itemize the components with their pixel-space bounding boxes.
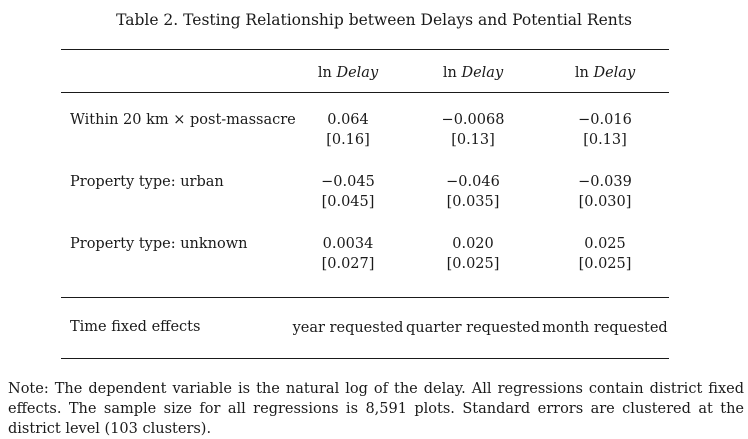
row1-coef-1: 0.064 xyxy=(327,112,369,128)
row3-se-2: [0.025] xyxy=(446,256,500,272)
row3-coef-3: 0.025 xyxy=(584,236,626,252)
row3-se-3: [0.025] xyxy=(578,256,632,272)
column-header-1-prefix: ln xyxy=(317,65,337,81)
table-caption: Table 2. Testing Relationship between Delays and Potential Rents xyxy=(116,11,632,29)
top-rule xyxy=(61,49,669,50)
row-label-property-urban: Property type: urban xyxy=(70,174,224,190)
row1-coef-2: −0.0068 xyxy=(441,112,505,128)
row-label-property-unknown: Property type: unknown xyxy=(70,236,248,252)
row2-se-2: [0.035] xyxy=(446,194,500,210)
column-header-2-prefix: ln xyxy=(442,65,462,81)
row1-se-1: [0.16] xyxy=(326,132,370,148)
row2-coef-1: −0.045 xyxy=(321,174,375,190)
mid-rule xyxy=(61,297,669,298)
column-header-3-var: Delay xyxy=(593,65,636,81)
row-label-time-fixed-effects: Time fixed effects xyxy=(70,319,201,335)
row3-se-1: [0.027] xyxy=(321,256,375,272)
row2-se-1: [0.045] xyxy=(321,194,375,210)
column-header-2-var: Delay xyxy=(461,65,504,81)
fe-value-3: month requested xyxy=(542,320,668,336)
row2-coef-2: −0.046 xyxy=(446,174,500,190)
row3-coef-1: 0.0034 xyxy=(322,236,374,252)
row1-coef-3: −0.016 xyxy=(578,112,632,128)
fe-value-2: quarter requested xyxy=(406,320,540,336)
bottom-rule xyxy=(61,358,669,359)
row3-coef-2: 0.020 xyxy=(452,236,494,252)
header-rule xyxy=(61,92,669,93)
table-note: Note: The dependent variable is the natural log of the delay. All regressions contain district fixed effects. The sample size for all regressions is 8,591 plots. Standard errors are clustered at the district level (103 clusters). xyxy=(8,381,744,437)
column-header-1-var: Delay xyxy=(336,65,379,81)
row-label-within-20km: Within 20 km × post-massacre xyxy=(70,112,296,128)
column-header-3 xyxy=(525,64,685,82)
row2-se-3: [0.030] xyxy=(578,194,632,210)
row1-se-2: [0.13] xyxy=(451,132,495,148)
column-header-3-prefix: ln xyxy=(574,65,594,81)
row1-se-3: [0.13] xyxy=(583,132,627,148)
row2-coef-3: −0.039 xyxy=(578,174,632,190)
fe-value-1: year requested xyxy=(292,320,404,336)
